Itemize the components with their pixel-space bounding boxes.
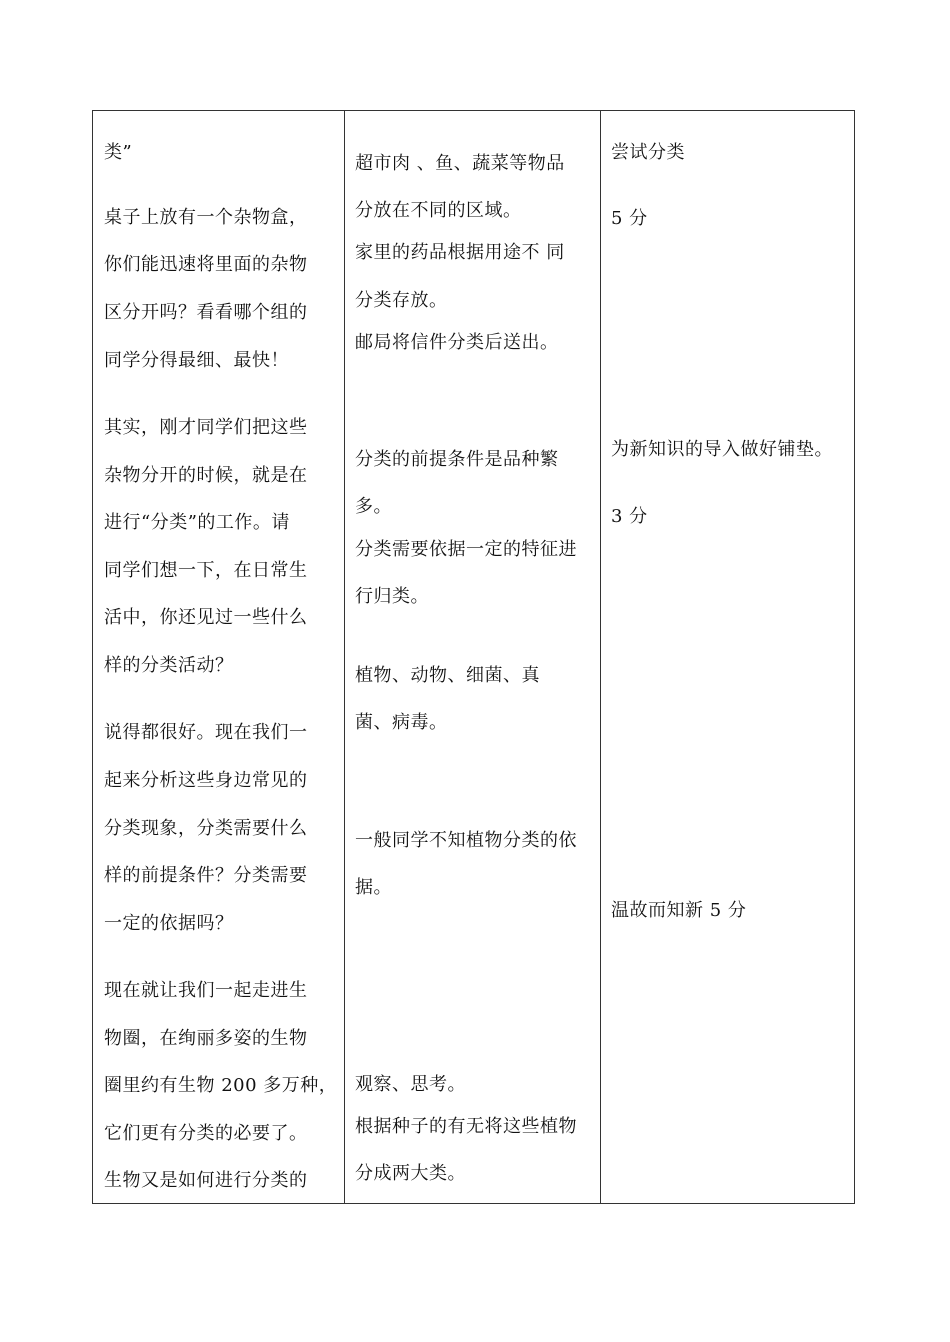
col2-line: 行归类。 [355, 586, 429, 607]
col2-line: 观察、思考。 [355, 1074, 466, 1095]
col1-line: 你们能迅速将里面的杂物 [104, 254, 308, 275]
col3-line: 3 分 [611, 506, 648, 527]
col2-line: 分成两大类。 [355, 1163, 466, 1184]
col3-line: 5 分 [611, 208, 648, 229]
col1-line: 它们更有分类的必要了。 [104, 1123, 308, 1144]
col1-line: 进行“分类”的工作。请 [104, 512, 290, 533]
col1-line: 现在就让我们一起走进生 [104, 980, 308, 1001]
col3-line: 为新知识的导入做好铺垫。 [611, 439, 833, 460]
col1-line: 起来分析这些身边常见的 [104, 770, 308, 791]
col1-line: 同学们想一下，在日常生 [104, 560, 308, 581]
col2-line: 据。 [355, 877, 392, 898]
column-divider [344, 111, 345, 1203]
col1-line: 圈里约有生物 200 多万种， [104, 1075, 338, 1096]
col1-line: 说得都很好。现在我们一 [104, 722, 308, 743]
col2-line: 邮局将信件分类后送出。 [355, 332, 559, 353]
col1-line: 区分开吗？看看哪个组的 [104, 302, 308, 323]
col1-line: 生物又是如何进行分类的 [104, 1170, 308, 1191]
col1-line: 样的分类活动？ [104, 655, 234, 676]
col2-line: 一般同学不知植物分类的依 [355, 830, 577, 851]
col2-line: 分类的前提条件是品种繁 [355, 449, 559, 470]
col2-line: 分类存放。 [355, 290, 448, 311]
col2-line: 根据种子的有无将这些植物 [355, 1116, 577, 1137]
col2-line: 植物、动物、细菌、真 [355, 665, 540, 686]
col3-line: 温故而知新 5 分 [611, 900, 747, 921]
col1-line: 桌子上放有一个杂物盒， [104, 207, 308, 228]
col1-line: 活中，你还见过一些什么 [104, 607, 308, 628]
col1-line: 其实，刚才同学们把这些 [104, 417, 308, 438]
col2-line: 分类需要依据一定的特征进 [355, 539, 577, 560]
column-divider [600, 111, 601, 1203]
col2-line: 家里的药品根据用途不 同 [355, 242, 565, 263]
col1-line: 一定的依据吗？ [104, 913, 234, 934]
col1-line: 物圈，在绚丽多姿的生物 [104, 1028, 308, 1049]
col1-line: 同学分得最细、最快！ [104, 350, 289, 371]
col1-line: 样的前提条件？分类需要 [104, 865, 308, 886]
col2-line: 菌、病毒。 [355, 712, 448, 733]
col1-line: 类” [104, 142, 133, 163]
col2-line: 超市肉 、鱼、蔬菜等物品 [355, 153, 565, 174]
col3-line: 尝试分类 [611, 142, 685, 163]
col1-line: 杂物分开的时候，就是在 [104, 465, 308, 486]
col1-line: 分类现象，分类需要什么 [104, 818, 308, 839]
col2-line: 分放在不同的区域。 [355, 200, 522, 221]
col2-line: 多。 [355, 496, 392, 517]
